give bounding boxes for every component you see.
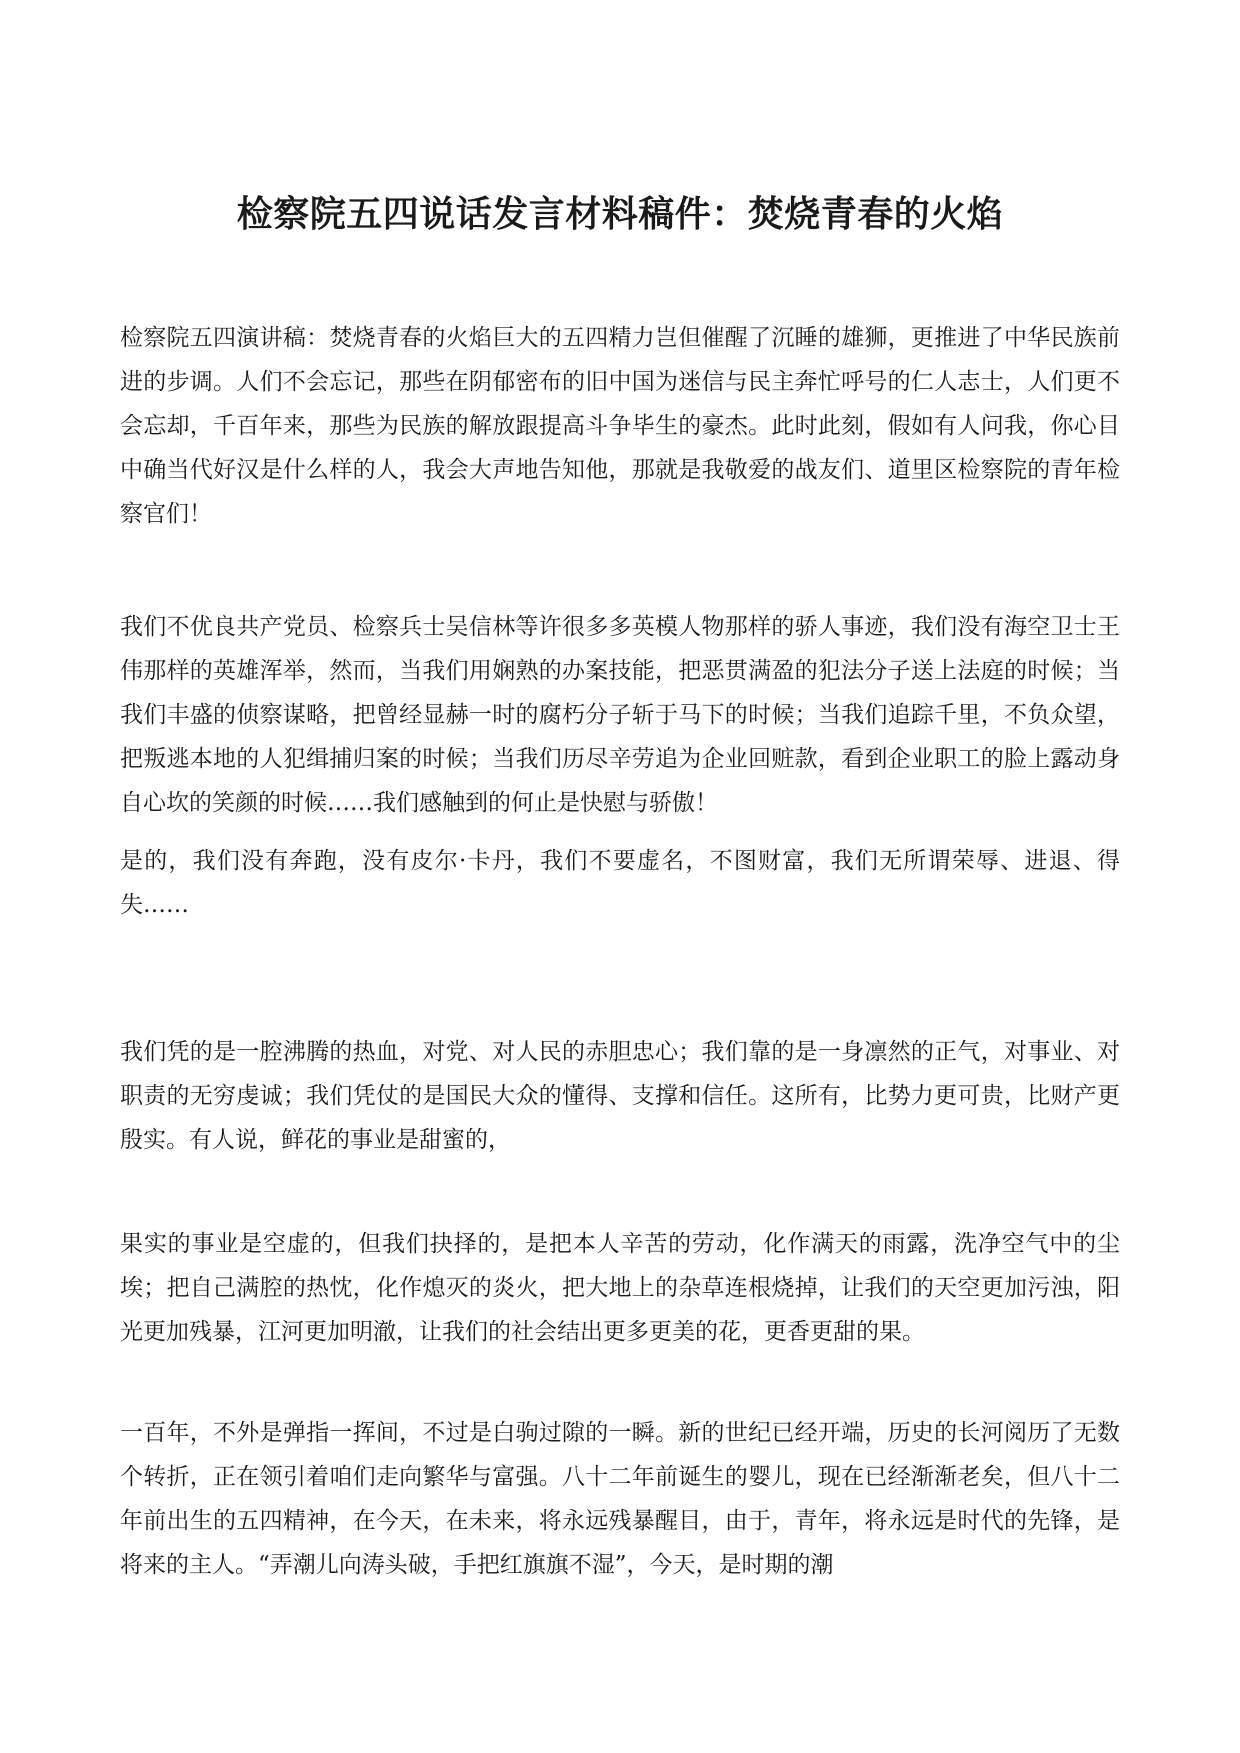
paragraph-6: 一百年，不外是弹指一挥间，不过是白驹过隙的一瞬。新的世纪已经开端，历史的长河阅历了无数个转折，正在领引着咱们走向繁华与富强。八十二年前诞生的婴儿，现在已经渐渐老矣，但八十二年前出生的五四精神，在今天，在未来，将永远残暴醒目，由于，青年，将永远是时代的先锋，是将来的主人。“弄潮儿向涛头破，手把红旗旗不湿”，今天，是时期的潮 bbox=[120, 1420, 1120, 1578]
document-title: 检察院五四说话发言材料稿件：焚烧青春的火焰 bbox=[236, 194, 1004, 235]
paragraph-3: 是的，我们没有奔跑，没有皮尔·卡丹，我们不要虚名，不图财富，我们无所谓荣辱、进退、得失…… bbox=[120, 848, 1120, 918]
paragraph-4: 我们凭的是一腔沸腾的热血，对党、对人民的赤胆忠心；我们靠的是一身凛然的正气，对事业、对职责的无穷虔诚；我们凭仗的是国民大众的懂得、支撑和信任。这所有，比势力更可贵，比财产更殷实。有人说，鲜花的事业是甜蜜的， bbox=[120, 1039, 1120, 1153]
paragraph-1: 检察院五四演讲稿：焚烧青春的火焰巨大的五四精力岂但催醒了沉睡的雄狮，更推进了中华民族前进的步调。人们不会忘记，那些在阴郁密布的旧中国为迷信与民主奔忙呼号的仁人志士，人们更不会忘却，千百年来，那些为民族的解放跟提高斗争毕生的豪杰。此时此刻，假如有人问我，你心目中确当代好汉是什么样的人，我会大声地告知他，那就是我敬爱的战友们、道里区检察院的青年检察官们！ bbox=[120, 325, 1120, 527]
paragraph-5: 果实的事业是空虚的，但我们抉择的，是把本人辛苦的劳动，化作满天的雨露，洗净空气中的尘埃；把自己满腔的热忱，化作熄灭的炎火，把大地上的杂草连根烧掉，让我们的天空更加污浊，阳光更加残暴，江河更加明澈，让我们的社会结出更多更美的花，更香更甜的果。 bbox=[120, 1231, 1120, 1345]
paragraph-2: 我们不优良共产党员、检察兵士吴信林等许很多多英模人物那样的骄人事迹，我们没有海空卫士王伟那样的英雄浑举，然而，当我们用娴熟的办案技能，把恶贯满盈的犯法分子送上法庭的时候；当我们丰盛的侦察谋略，把曾经显赫一时的腐朽分子斩于马下的时候；当我们追踪千里，不负众望，把叛逃本地的人犯缉捕归案的时候；当我们历尽辛劳追为企业回赃款，看到企业职工的脸上露动身自心坎的笑颜的时候……我们感触到的何止是快慰与骄傲！ bbox=[120, 614, 1120, 816]
